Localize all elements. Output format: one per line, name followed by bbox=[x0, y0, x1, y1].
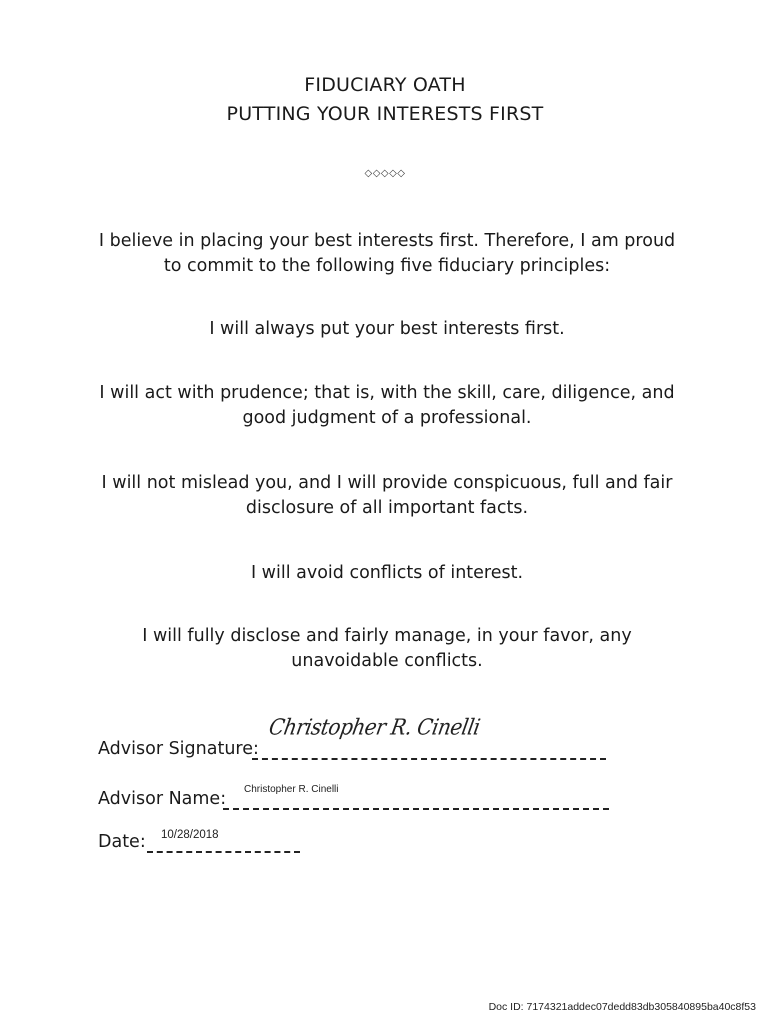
signature-line[interactable] bbox=[252, 758, 606, 760]
date-value: 10/28/2018 bbox=[161, 829, 219, 841]
advisor-name-line[interactable] bbox=[223, 808, 609, 810]
principle-2: I will act with prudence; that is, with the skill, care, diligence, and good judgment of a professional. bbox=[99, 383, 675, 428]
principle-4: I will avoid conflicts of interest. bbox=[250, 563, 524, 583]
advisor-name-value: Christopher R. Cinelli bbox=[244, 784, 339, 795]
advisor-name-label: Advisor Name: bbox=[98, 789, 227, 809]
principle-5: I will fully disclose and fairly manage, in your favor, any unavoidable conflicts. bbox=[142, 626, 632, 671]
date-label: Date: bbox=[98, 832, 146, 852]
intro-paragraph: I believe in placing your best interests first. Therefore, I am proud to commit to the following five fiduciary principles: bbox=[98, 231, 676, 276]
principle-3: I will not mislead you, and I will provide conspicuous, full and fair disclosure of all important facts. bbox=[101, 473, 673, 518]
signature-script: Christopher R. Cinelli bbox=[267, 713, 482, 740]
signature-label: Advisor Signature: bbox=[98, 739, 259, 759]
date-line[interactable] bbox=[147, 851, 300, 853]
document-title: FIDUCIARY OATH bbox=[304, 74, 466, 96]
document-subtitle: PUTTING YOUR INTERESTS FIRST bbox=[226, 103, 544, 125]
principle-1: I will always put your best interests first. bbox=[209, 319, 565, 339]
doc-id-footer: Doc ID: 7174321addec07dedd83db305840895ba40c8f53 bbox=[488, 1001, 756, 1013]
ornament-divider: ◇◇◇◇◇ bbox=[364, 168, 406, 179]
